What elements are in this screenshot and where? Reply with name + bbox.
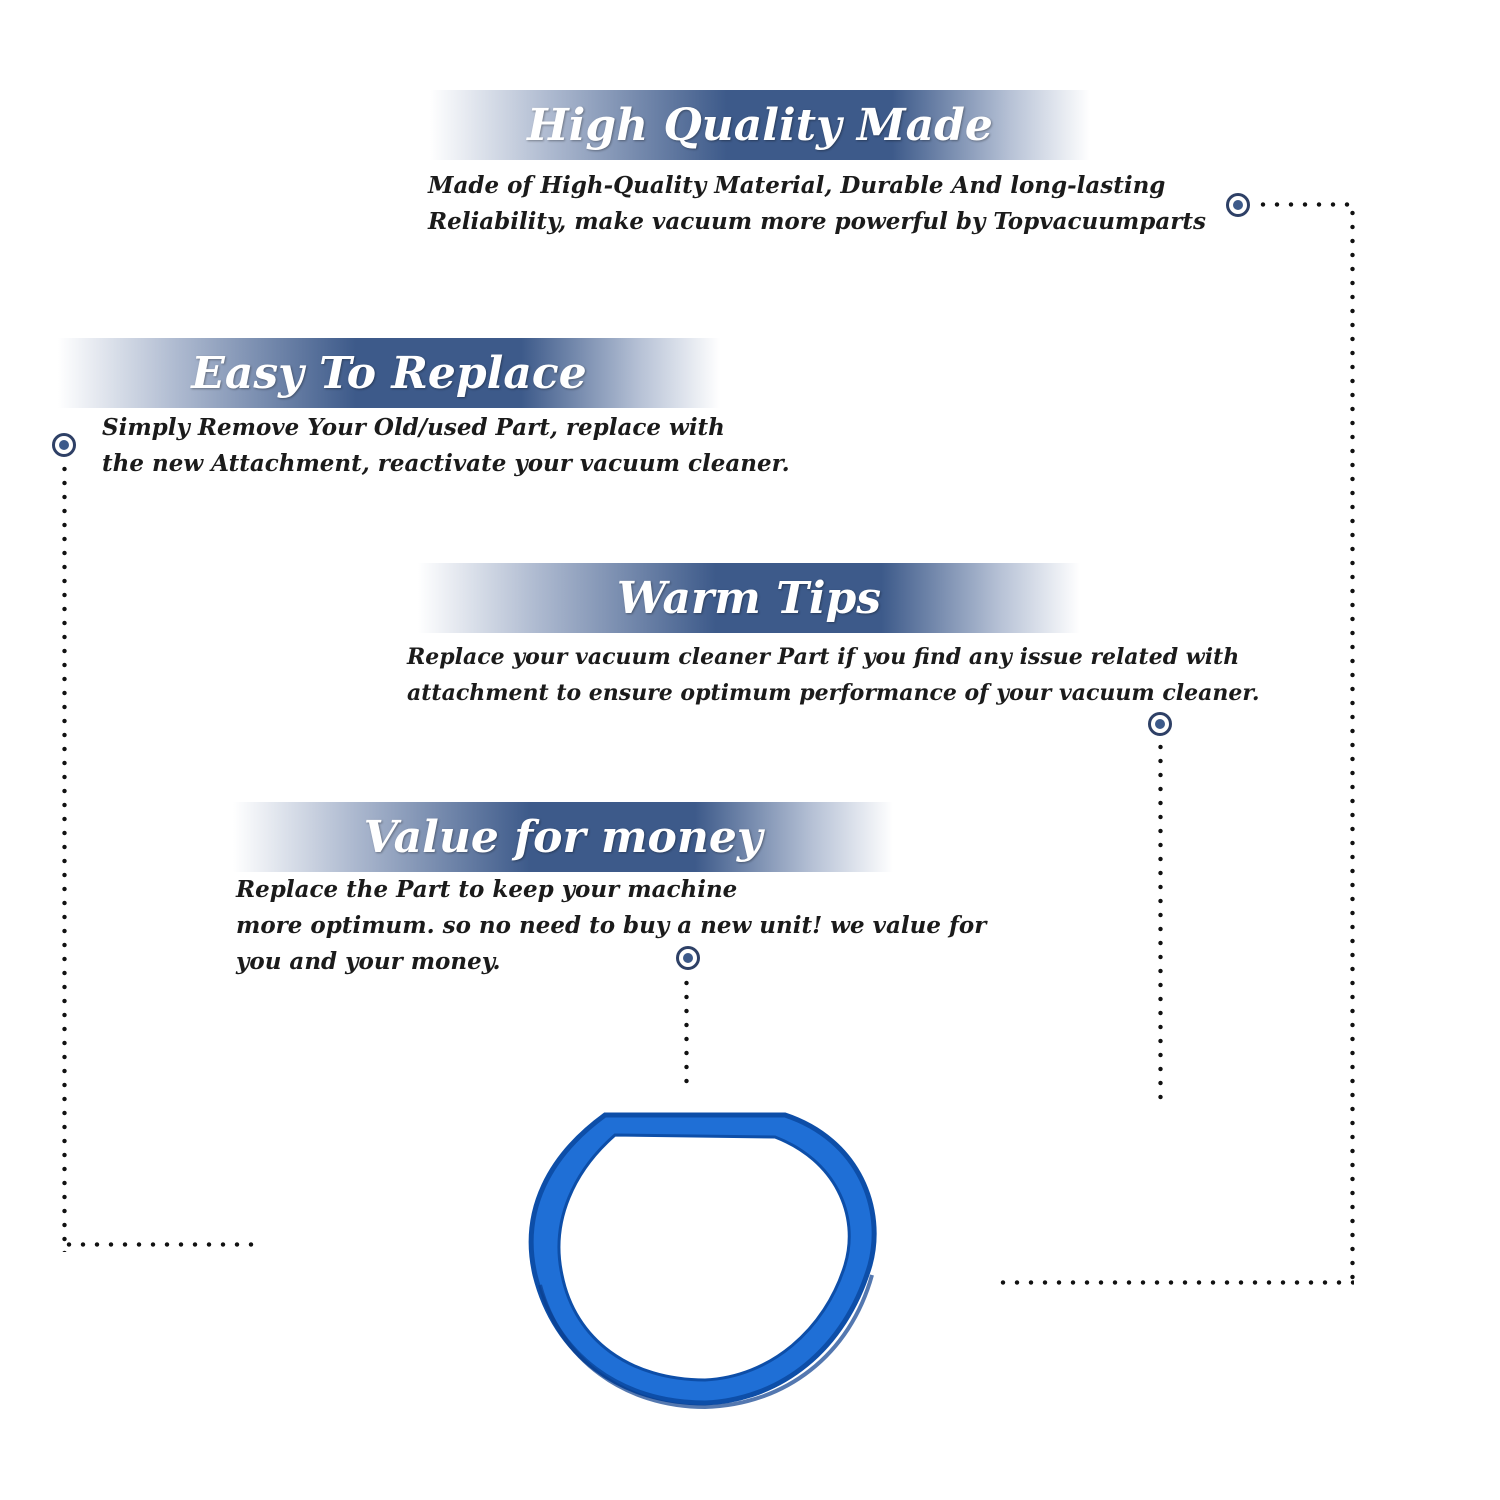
banner-title: High Quality Made [527, 99, 993, 151]
connector-line [1256, 202, 1353, 207]
connector-line [1350, 206, 1355, 1288]
description-line: Made of High-Quality Material, Durable And long-lasting [428, 172, 1166, 199]
banner-easy-replace [58, 338, 720, 408]
banner-title: Easy To Replace [191, 347, 587, 399]
banner-high-quality [430, 90, 1090, 160]
description-line: Replace the Part to keep your machine [236, 876, 738, 903]
feature-description [236, 872, 986, 980]
banner-title: Warm Tips [616, 572, 882, 624]
description-line: attachment to ensure optimum performance of your vacuum cleaner. [407, 680, 1260, 706]
description-line: Reliability, make vacuum more powerful by Topvacuumparts [428, 208, 1206, 235]
description-line: more optimum. so no need to buy a new unit! we value for [236, 912, 987, 939]
feature-description [428, 168, 1206, 240]
connector-line [62, 1242, 262, 1247]
feature-description [102, 410, 790, 482]
connector-line [684, 976, 689, 1084]
description-line: Replace your vacuum cleaner Part if you find any issue related with [407, 644, 1240, 670]
filter-frame-image [500, 1085, 920, 1415]
banner-title: Value for money [363, 811, 763, 863]
description-line: Simply Remove Your Old/used Part, replace with [102, 414, 725, 441]
connector-line [996, 1280, 1354, 1285]
dot-marker-icon [1148, 712, 1172, 736]
connector-line [62, 462, 67, 1252]
description-line: you and your money. [236, 948, 501, 975]
dot-marker-icon [676, 946, 700, 970]
banner-value-money [233, 802, 893, 872]
banner-warm-tips [418, 563, 1080, 633]
feature-description [407, 639, 1260, 711]
description-line: the new Attachment, reactivate your vacuum cleaner. [102, 450, 790, 477]
dot-marker-icon [1226, 193, 1250, 217]
connector-line [1158, 740, 1163, 1104]
dot-marker-icon [52, 433, 76, 457]
